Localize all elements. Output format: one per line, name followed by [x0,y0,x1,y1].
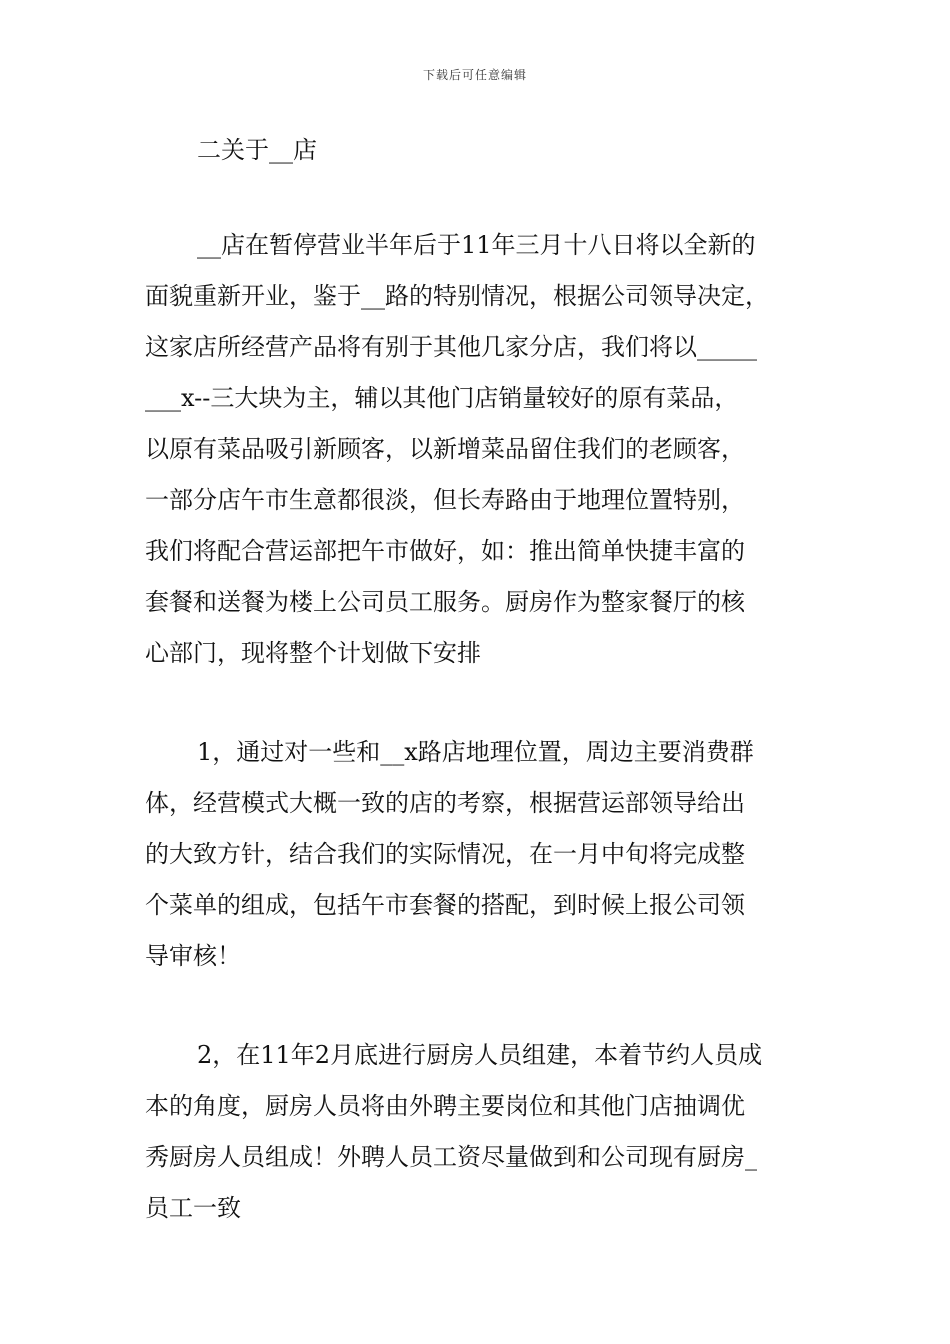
paragraph-item-2 [145,1030,815,1234]
paragraph-line: 的大致方针，结合我们的实际情况，在一月中旬将完成整 [145,840,745,868]
paragraph-intro [145,220,815,679]
paragraph-line: 导审核！ [145,942,241,970]
paragraph-line: __店在暂停营业半年后于11年三月十八日将以全新的 [197,231,756,259]
paragraph-line: 心部门，现将整个计划做下安排 [145,639,481,667]
section-heading: 二关于__店 [197,136,317,164]
paragraph-line: 1，通过对一些和__x路店地理位置，周边主要消费群 [197,738,754,766]
paragraph-line: 一部分店午市生意都很淡，但长寿路由于地理位置特别， [145,486,745,514]
paragraph-line: 面貌重新开业，鉴于__路的特别情况，根据公司领导决定， [145,282,769,310]
paragraph-line: 秀厨房人员组成！外聘人员工资尽量做到和公司现有厨房_ [145,1143,757,1171]
paragraph-line: ___x--三大块为主，辅以其他门店销量较好的原有菜品， [145,384,739,412]
paragraph-line: 个菜单的组成，包括午市套餐的搭配，到时候上报公司领 [145,891,745,919]
paragraph-line: 本的角度，厨房人员将由外聘主要岗位和其他门店抽调优 [145,1092,745,1120]
paragraph-line: 套餐和送餐为楼上公司员工服务。厨房作为整家餐厅的核 [145,588,745,616]
paragraph-line: 这家店所经营产品将有别于其他几家分店，我们将以_____ [145,333,757,361]
paragraph-line: 我们将配合营运部把午市做好，如：推出简单快捷丰富的 [145,537,745,565]
paragraph-line: 2，在11年2月底进行厨房人员组建，本着节约人员成 [197,1041,763,1069]
paragraph-item-1 [145,727,815,982]
paragraph-line: 体，经营模式大概一致的店的考察，根据营运部领导给出 [145,789,745,817]
paragraph-line: 员工一致 [145,1194,241,1222]
document-body [145,128,815,1282]
header-note: 下载后可任意编辑 [422,68,527,82]
paragraph-line: 以原有菜品吸引新顾客，以新增菜品留住我们的老顾客， [145,435,745,463]
